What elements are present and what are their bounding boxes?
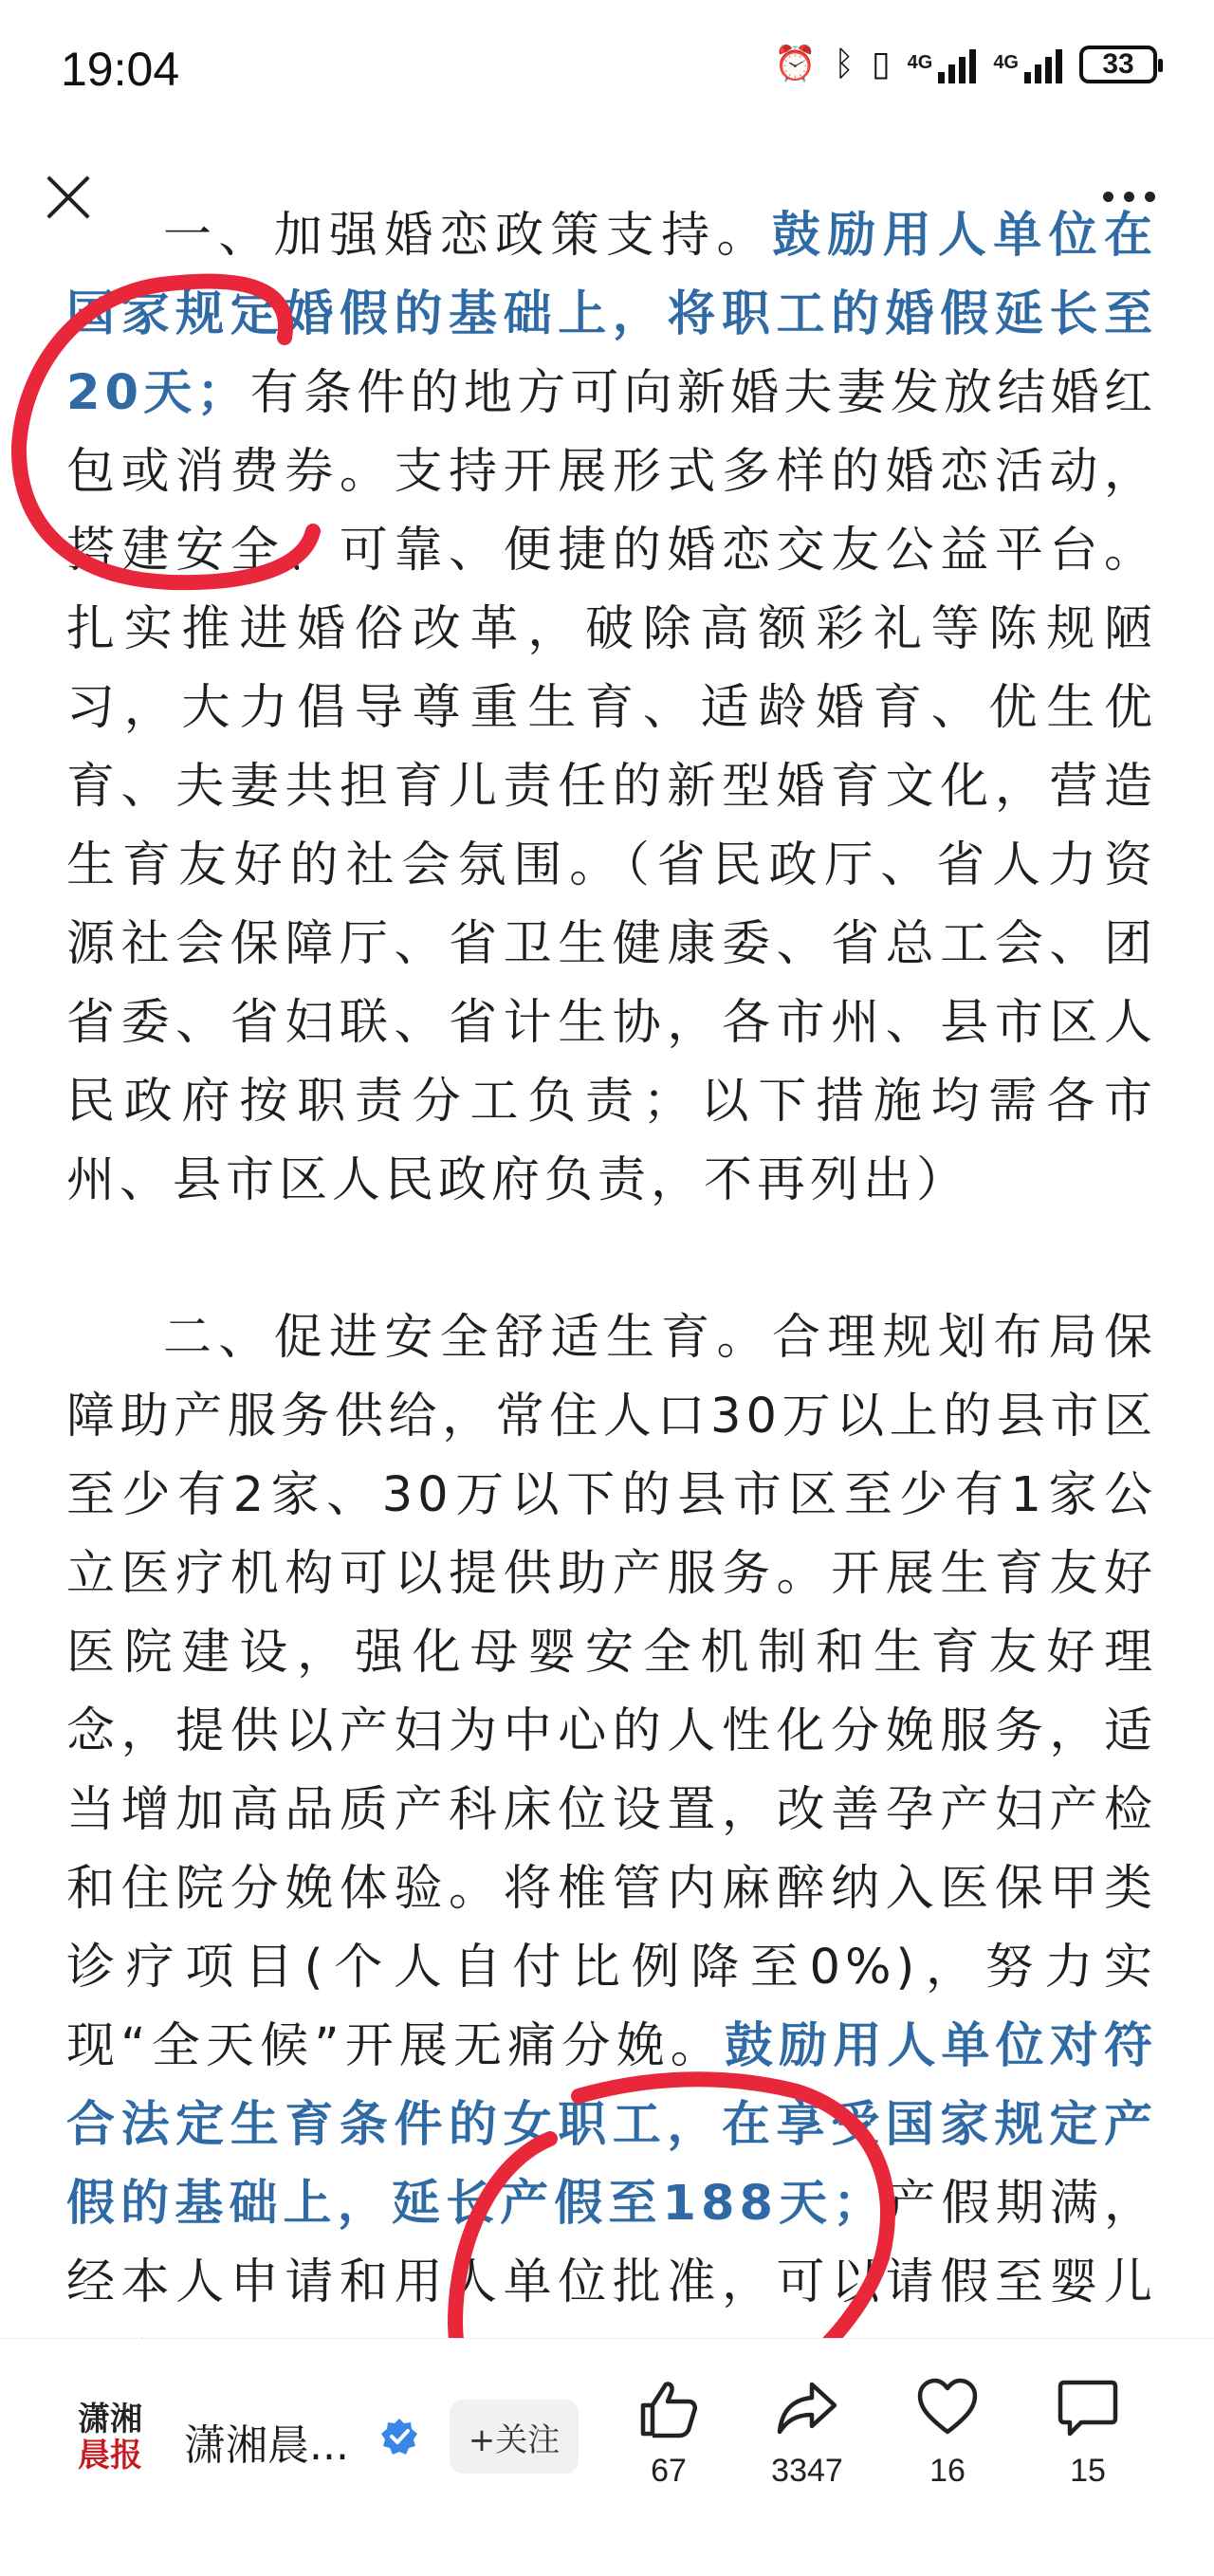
like-button[interactable]: [616, 2377, 721, 2490]
favorite-button[interactable]: [895, 2377, 1000, 2490]
status-bar: [0, 0, 1214, 142]
logo-line-2: 晨报: [78, 2437, 142, 2475]
thumbs-up-icon: [637, 2377, 700, 2439]
bluetooth-icon: ᛒ: [834, 45, 855, 83]
network-type-1: 4G: [907, 52, 933, 73]
account-name[interactable]: 潇湘晨...: [184, 2421, 349, 2470]
battery-level: 33: [1102, 48, 1134, 80]
share-icon: [776, 2377, 838, 2439]
body-text: 一、加强婚恋政策支持。: [163, 208, 772, 264]
status-icons: [774, 46, 1157, 83]
share-count: 3347: [771, 2453, 843, 2489]
article-paragraph-2: [66, 1298, 1157, 2401]
bottom-bar: [0, 2338, 1214, 2576]
comment-icon: [1057, 2377, 1119, 2439]
network-type-2: 4G: [993, 52, 1019, 73]
battery-icon: [1079, 46, 1157, 83]
share-button[interactable]: [755, 2377, 859, 2490]
publisher-logo[interactable]: [70, 2398, 150, 2477]
verified-icon: [379, 2417, 419, 2456]
heart-icon: [916, 2377, 979, 2439]
vibrate-icon: ▯: [871, 45, 891, 83]
like-count: 67: [651, 2453, 687, 2489]
article-body: [66, 208, 1157, 2338]
signal-icon-1: [908, 46, 977, 83]
status-time: 19:04: [61, 43, 180, 96]
article-paragraph-1: [66, 196, 1157, 1220]
body-text: 产假期满，经本人申请和用人单位批准，可以请假至婴儿: [66, 2176, 1157, 2310]
follow-button[interactable]: +关注: [450, 2400, 579, 2474]
logo-line-1: 潇湘: [78, 2401, 142, 2438]
comment-button[interactable]: [1036, 2377, 1140, 2490]
signal-icon-2: [993, 46, 1062, 83]
body-text: 有条件的地方可向新婚夫妻发放结婚红包或消费券。支持开展形式多样的婚恋活动，搭建安全、可靠、便捷的婚恋交友公益平台。扎实推进婚俗改革，破除高额彩礼等陈规陋习，大力倡导尊重生育、适龄婚育、优生优育、夫妻共担育儿责任的新型婚育文化，营造生育友好的社会氛围。（省民政厅、省人力资源社会保障厅、省卫生健康委、省总工会、团省委、省妇联、省计生协，各市州、县市区人民政府按职责分工负责；以下措施均需各市州、县市区人民政府负责，不再列出）: [66, 365, 1157, 1208]
body-text: 二、促进安全舒适生育。合理规划布局保障助产服务供给，常住人口30万以上的县市区至少有2家、30万以下的县市区至少有1家公立医疗机构可以提供助产服务。开展生育友好医院建设，强化母婴安全机制和生育友好理念，提供以产妇为中心的人性化分娩服务，适当增加高品质产科床位设置，改善孕产妇产检和住院分娩体验。将椎管内麻醉纳入医保甲类诊疗项目(个人自付比例降至0%)，努力实现“全天候”开展无痛分娩。: [66, 1310, 1157, 2074]
favorite-count: 16: [929, 2453, 966, 2489]
comment-count: 15: [1070, 2453, 1106, 2489]
highlighted-text: 鼓励用人单位在国家规定婚假的基础上，将职工的婚假延长至20天；: [66, 208, 1157, 421]
alarm-icon: ⏰: [774, 45, 818, 83]
highlighted-text: 鼓励用人单位对符合法定生育条件的女职工，在享受国家规定产假的基础上，延长产假至188天；: [66, 2018, 1157, 2232]
